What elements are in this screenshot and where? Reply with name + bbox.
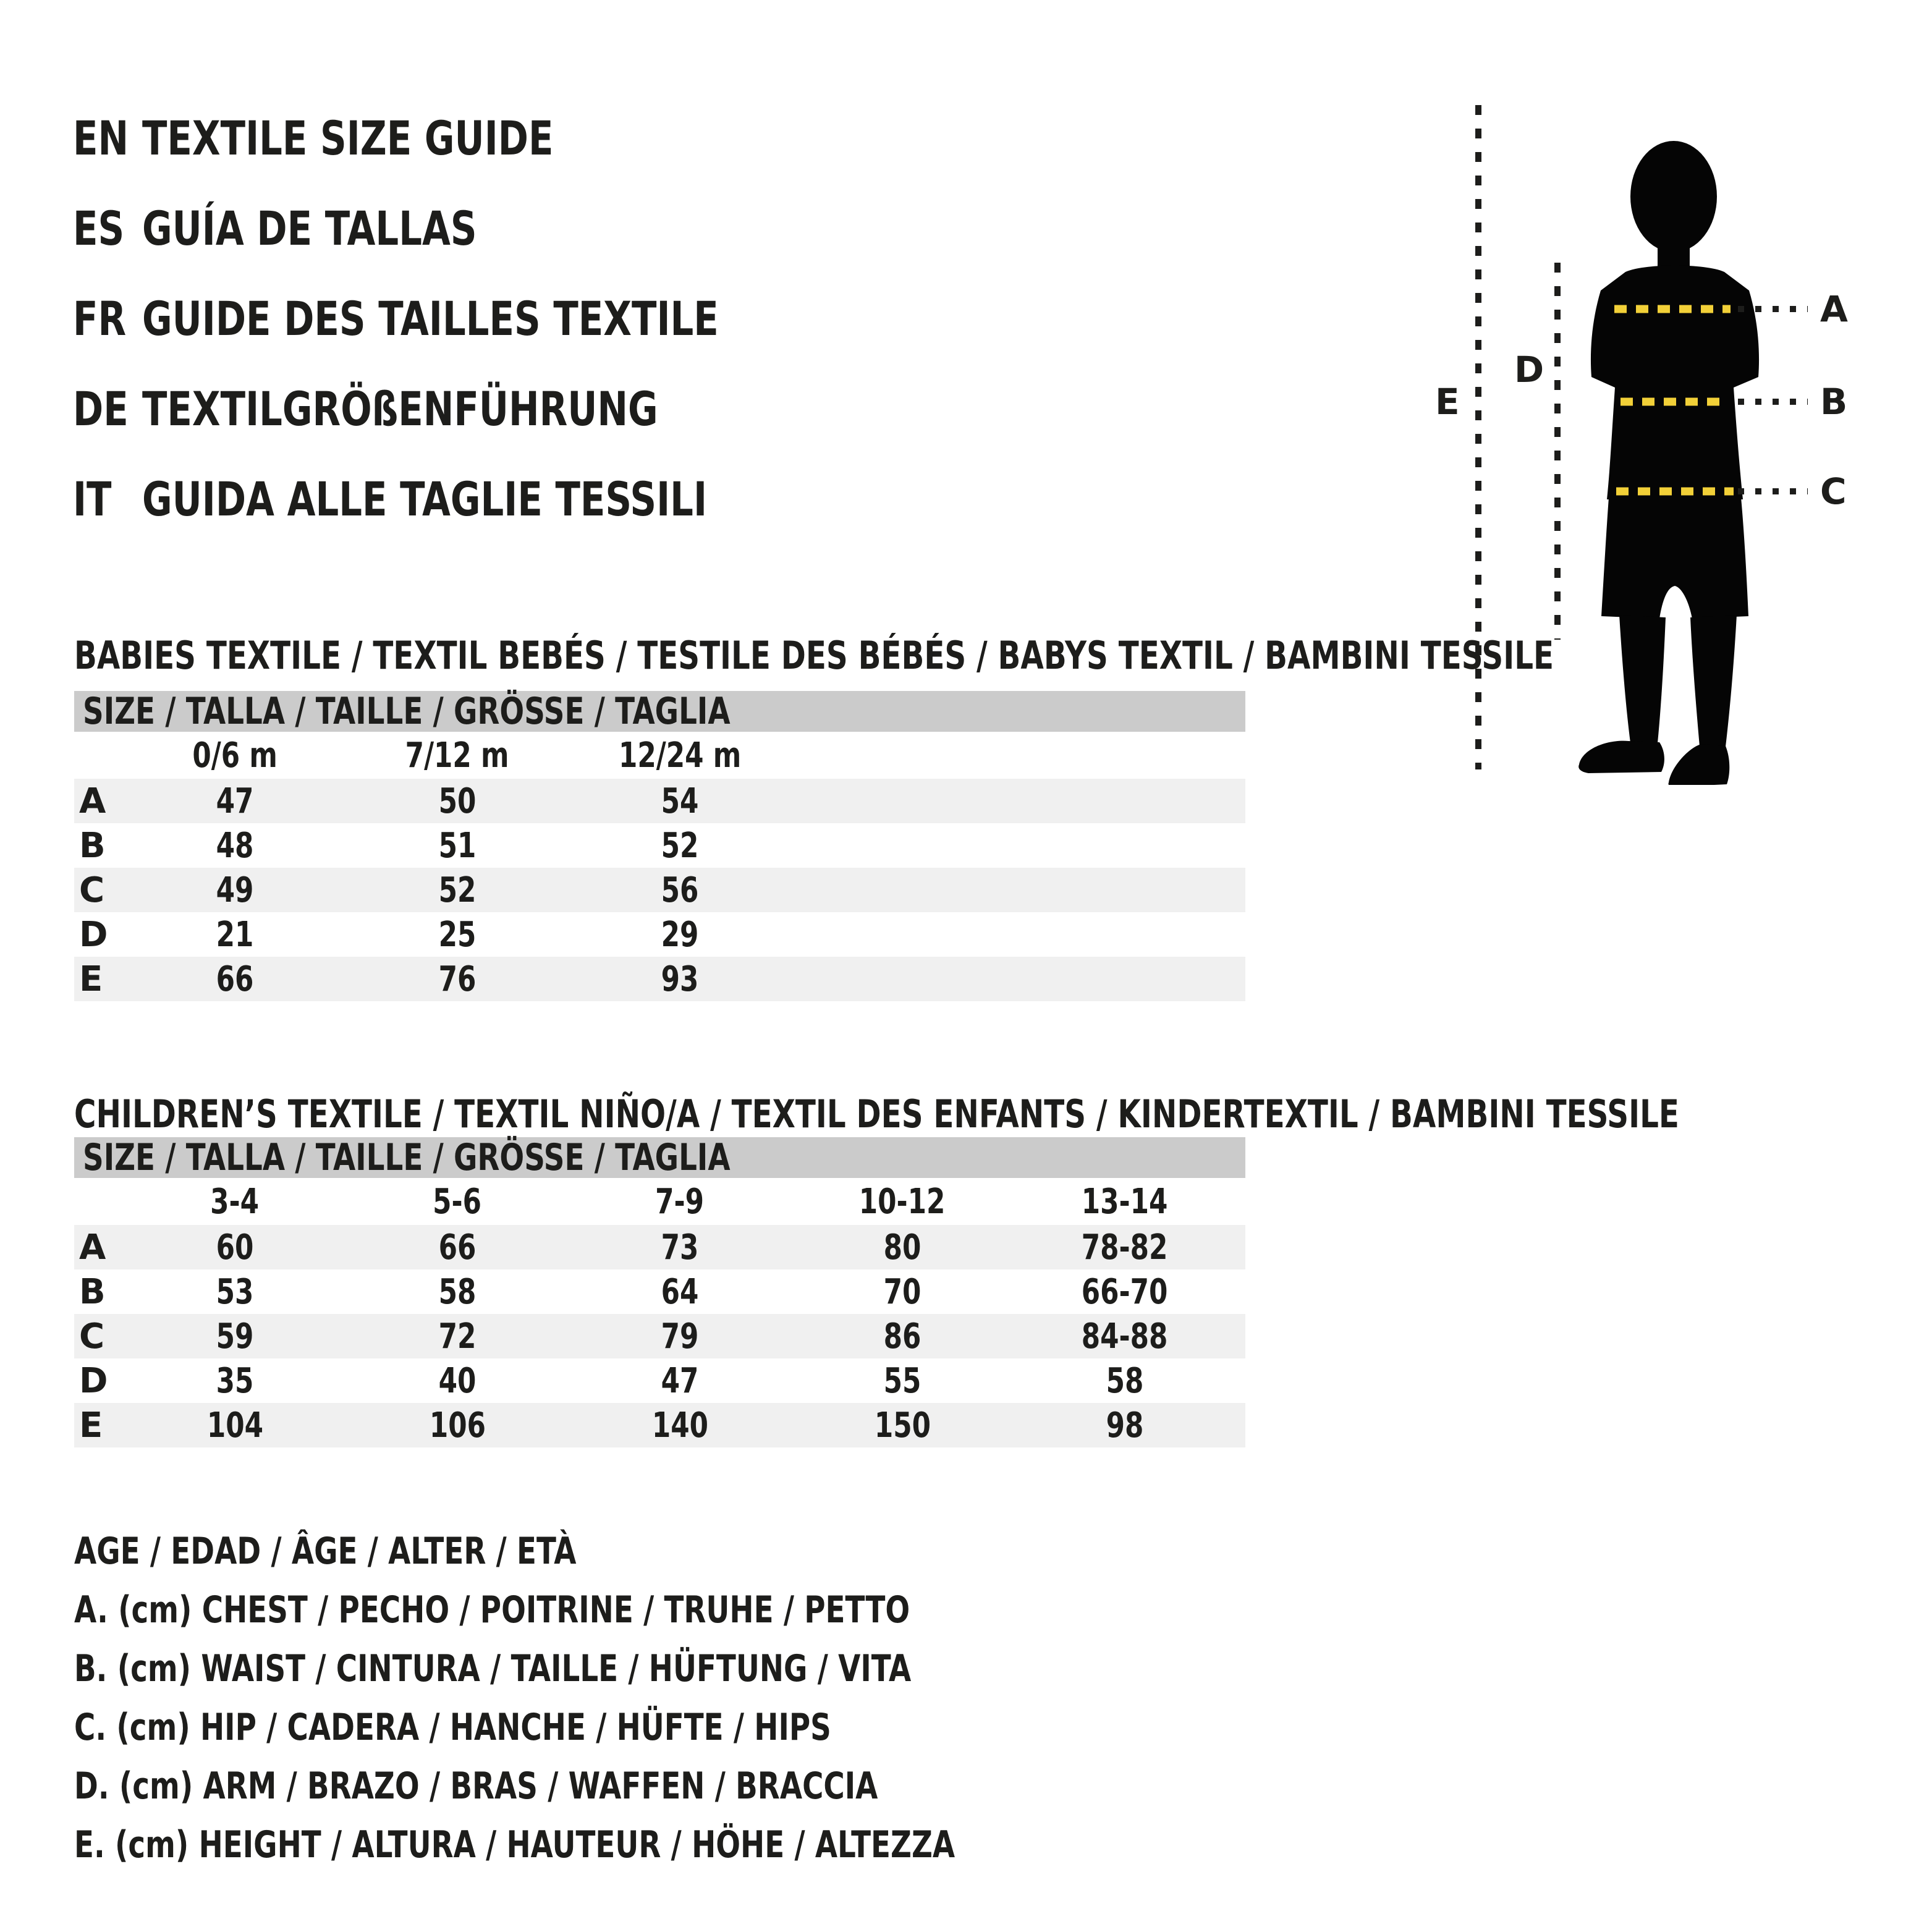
table-cell: 73 — [661, 1227, 699, 1268]
table-row — [74, 823, 1245, 868]
language-title: GUIDA ALLE TAGLIE TESSILI — [142, 471, 708, 527]
row-label: E — [79, 959, 103, 999]
table-cell: 40 — [438, 1360, 477, 1401]
babies-size-header-bar: SIZE / TALLA / TAILLE / GRÖSSE / TAGLIA — [74, 691, 1245, 732]
babies-table — [74, 691, 1245, 1001]
babies-column-header-row — [74, 732, 1245, 779]
column-header-cell: 10-12 — [859, 1181, 946, 1222]
row-label: A — [79, 1227, 106, 1268]
table-cell: 52 — [661, 825, 699, 866]
table-cell: 66 — [438, 1227, 477, 1268]
child-silhouette — [1578, 141, 1759, 785]
column-header-cell: 7/12 m — [405, 735, 509, 776]
table-cell: 150 — [874, 1405, 931, 1446]
table-row — [74, 1269, 1245, 1314]
table-cell: 140 — [651, 1405, 708, 1446]
table-row — [74, 1358, 1245, 1403]
table-row — [74, 912, 1245, 957]
language-row — [73, 93, 881, 183]
legend-line: B. (cm) WAIST / CINTURA / TAILLE / HÜFTUNG / VITA — [74, 1646, 912, 1690]
measure-label-c: C — [1820, 470, 1847, 512]
table-cell: 86 — [883, 1316, 922, 1357]
measure-label-b: B — [1820, 381, 1848, 423]
language-code: DE — [73, 381, 129, 436]
language-row — [73, 273, 881, 363]
legend-line: AGE / EDAD / ÂGE / ALTER / ETÀ — [74, 1529, 577, 1573]
column-header-cell: 0/6 m — [192, 735, 278, 776]
table-cell: 80 — [883, 1227, 922, 1268]
table-cell: 66-70 — [1082, 1271, 1168, 1312]
table-cell: 47 — [661, 1360, 699, 1401]
table-cell: 72 — [438, 1316, 477, 1357]
row-label: C — [79, 1316, 105, 1357]
language-row — [73, 363, 881, 454]
language-title: TEXTILE SIZE GUIDE — [142, 110, 554, 166]
measurement-legend — [74, 1522, 1203, 1874]
language-code: FR — [73, 290, 127, 346]
table-cell: 56 — [661, 870, 699, 910]
column-header-cell: 13-14 — [1082, 1181, 1168, 1222]
children-table — [74, 1137, 1245, 1447]
table-cell: 48 — [216, 825, 254, 866]
row-label: C — [79, 870, 105, 910]
silhouette-right-shoe — [1669, 744, 1730, 785]
table-row — [74, 1225, 1245, 1269]
table-cell: 51 — [438, 825, 477, 866]
language-row — [73, 454, 881, 544]
table-cell: 52 — [438, 870, 477, 910]
row-label: D — [79, 914, 108, 955]
size-figure-svg — [1421, 87, 1873, 785]
table-cell: 70 — [883, 1271, 922, 1312]
legend-line: D. (cm) ARM / BRAZO / BRAS / WAFFEN / BRACCIA — [74, 1764, 878, 1808]
table-cell: 49 — [216, 870, 254, 910]
language-row — [73, 183, 881, 273]
table-cell: 78-82 — [1082, 1227, 1168, 1268]
column-header-cell: 3-4 — [210, 1181, 260, 1222]
table-cell: 53 — [216, 1271, 254, 1312]
language-code: IT — [73, 471, 112, 527]
babies-section-title: BABIES TEXTILE / TEXTIL BEBÉS / TESTILE DES BÉBÉS / BABYS TEXTIL / BAMBINI TESSILE — [74, 633, 1554, 678]
table-cell: 59 — [216, 1316, 254, 1357]
measure-label-a: A — [1820, 288, 1848, 330]
table-cell: 58 — [438, 1271, 477, 1312]
table-cell: 54 — [661, 781, 699, 821]
silhouette-torso — [1591, 266, 1759, 500]
table-row — [74, 957, 1245, 1001]
table-row — [74, 1403, 1245, 1447]
silhouette-right-leg — [1690, 615, 1737, 747]
row-label: B — [79, 1271, 106, 1312]
language-code: EN — [73, 110, 129, 166]
legend-line: C. (cm) HIP / CADERA / HANCHE / HÜFTE / HIPS — [74, 1705, 831, 1749]
language-title: GUIDE DES TAILLES TEXTILE — [142, 290, 719, 346]
column-header-cell: 7-9 — [655, 1181, 705, 1222]
table-cell: 64 — [661, 1271, 699, 1312]
row-label: B — [79, 825, 106, 866]
table-cell: 98 — [1106, 1405, 1144, 1446]
table-cell: 66 — [216, 959, 254, 999]
table-cell: 58 — [1106, 1360, 1144, 1401]
table-cell: 60 — [216, 1227, 254, 1268]
language-title: GUÍA DE TALLAS — [142, 200, 477, 256]
table-cell: 93 — [661, 959, 699, 999]
silhouette-left-shoe — [1578, 741, 1664, 773]
table-cell: 76 — [438, 959, 477, 999]
table-cell: 79 — [661, 1316, 699, 1357]
row-label: D — [79, 1360, 108, 1401]
column-header-cell: 12/24 m — [618, 735, 742, 776]
legend-line: A. (cm) CHEST / PECHO / POITRINE / TRUHE / PETTO — [74, 1588, 910, 1632]
children-section-title: CHILDREN’S TEXTILE / TEXTIL NIÑO/A / TEXTIL DES ENFANTS / KINDERTEXTIL / BAMBINI TESSILE — [74, 1091, 1679, 1137]
table-cell: 47 — [216, 781, 254, 821]
table-cell: 29 — [661, 914, 699, 955]
language-code: ES — [73, 200, 125, 256]
table-cell: 35 — [216, 1360, 254, 1401]
silhouette-left-leg — [1619, 615, 1666, 743]
silhouette-shorts — [1601, 498, 1748, 619]
row-label: A — [79, 781, 106, 821]
silhouette-head — [1630, 141, 1717, 252]
measure-label-d: D — [1514, 349, 1544, 391]
size-figure — [1421, 87, 1873, 785]
measure-label-e: E — [1435, 381, 1460, 423]
children-column-header-row — [74, 1178, 1245, 1225]
row-label: E — [79, 1405, 103, 1446]
table-row — [74, 1314, 1245, 1358]
table-cell: 25 — [438, 914, 477, 955]
children-size-header-bar: SIZE / TALLA / TAILLE / GRÖSSE / TAGLIA — [74, 1137, 1245, 1178]
table-cell: 55 — [883, 1360, 922, 1401]
table-cell: 84-88 — [1082, 1316, 1168, 1357]
table-cell: 21 — [216, 914, 254, 955]
table-cell: 50 — [438, 781, 477, 821]
column-header-cell: 5-6 — [433, 1181, 482, 1222]
language-title: TEXTILGRÖßENFÜHRUNG — [142, 381, 658, 436]
language-list — [73, 93, 881, 544]
table-cell: 104 — [206, 1405, 263, 1446]
table-cell: 106 — [429, 1405, 486, 1446]
table-row — [74, 779, 1245, 823]
legend-line: E. (cm) HEIGHT / ALTURA / HAUTEUR / HÖHE / ALTEZZA — [74, 1823, 955, 1866]
table-row — [74, 868, 1245, 912]
